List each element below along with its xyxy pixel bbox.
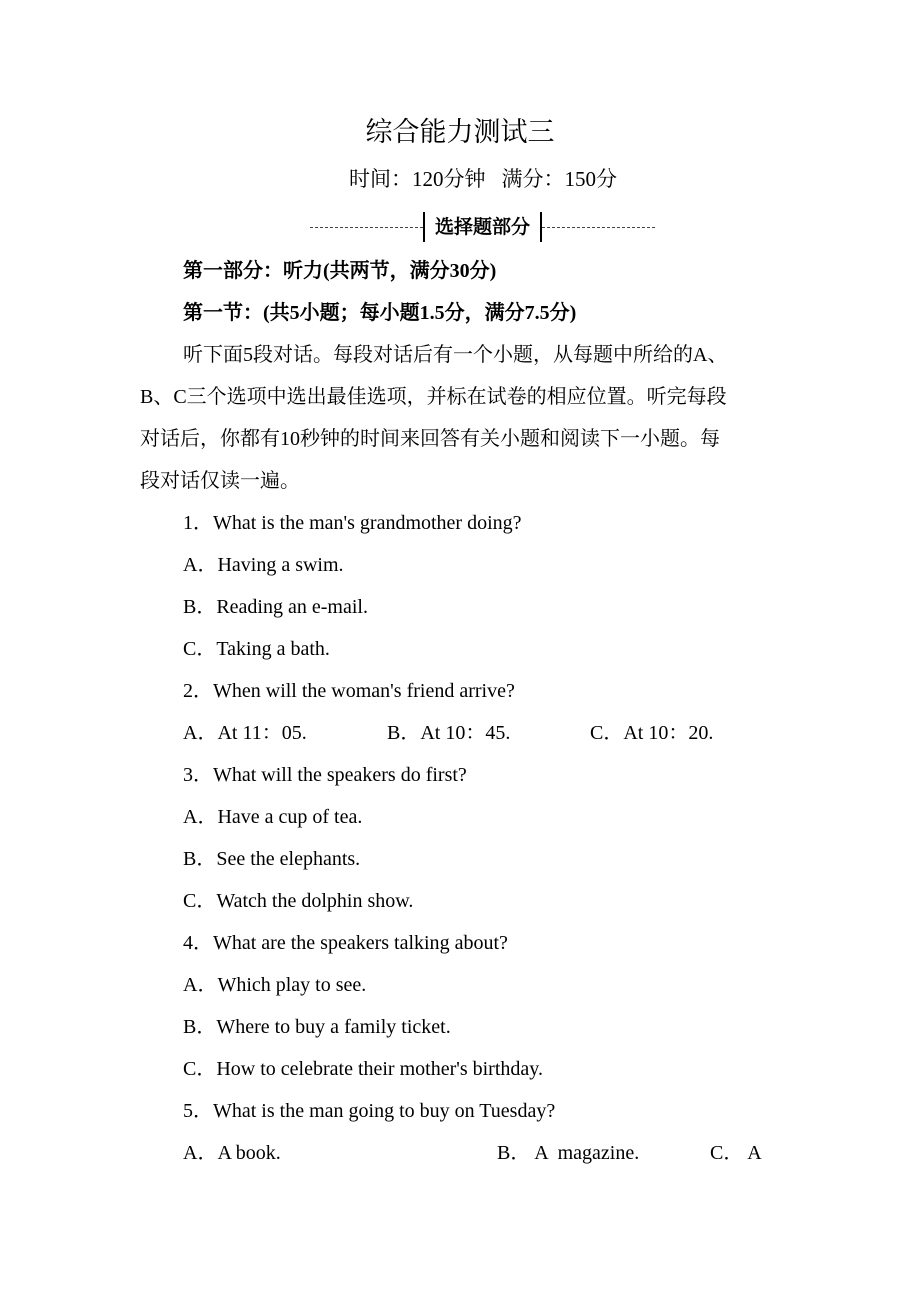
option-b: B．Reading an e-mail. [183,596,368,618]
instruction-line: 对话后，你都有10秒钟的时间来回答有关小题和阅读下一小题。每 [140,428,720,450]
question-5: 5．What is the man going to buy on Tuesday? [183,1100,556,1122]
option-c: C．How to celebrate their mother's birthday. [183,1058,543,1080]
option-a: A．Which play to see. [183,974,367,996]
option-a: A．Having a swim. [183,554,344,576]
full-score: 满分：150分 [501,167,617,191]
part-heading: 第一部分：听力(共两节，满分30分) [183,260,497,282]
time-limit: 时间：120分钟 [349,167,486,191]
instruction-line: 段对话仅读一遍。 [140,470,300,492]
option-b: B．At 10：45. [387,722,511,744]
divider [310,227,423,228]
page-title: 综合能力测试三 [365,117,555,148]
option-b: B． A magazine. [497,1142,640,1164]
options-row [140,1132,785,1174]
divider [542,227,655,228]
question-4: 4．What are the speakers talking about? [183,932,508,954]
instruction-line: 听下面5段对话。每段对话后有一个小题，从每题中所给的A、 [183,344,728,366]
document-body [140,250,785,1174]
option-a: A．A book. [183,1142,281,1164]
question-3: 3．What will the speakers do first? [183,764,467,786]
option-c: C．Taking a bath. [183,638,330,660]
section-title: 选择题部分 [423,212,542,242]
section-heading: 第一节：(共5小题；每小题1.5分，满分7.5分) [183,302,577,324]
question-1: 1．What is the man's grandmother doing? [183,512,522,534]
option-c: C．Watch the dolphin show. [183,890,414,912]
option-a: A．At 11：05. [183,722,307,744]
option-c: C． A [710,1142,762,1164]
options-row [140,712,785,754]
exam-info [0,163,920,193]
option-c: C．At 10：20. [590,722,714,744]
option-b: B．See the elephants. [183,848,361,870]
instruction-line: B、C三个选项中选出最佳选项，并标在试卷的相应位置。听完每段 [140,386,727,408]
option-a: A．Have a cup of tea. [183,806,363,828]
question-2: 2．When will the woman's friend arrive? [183,680,515,702]
section-header [310,208,655,246]
option-b: B．Where to buy a family ticket. [183,1016,451,1038]
